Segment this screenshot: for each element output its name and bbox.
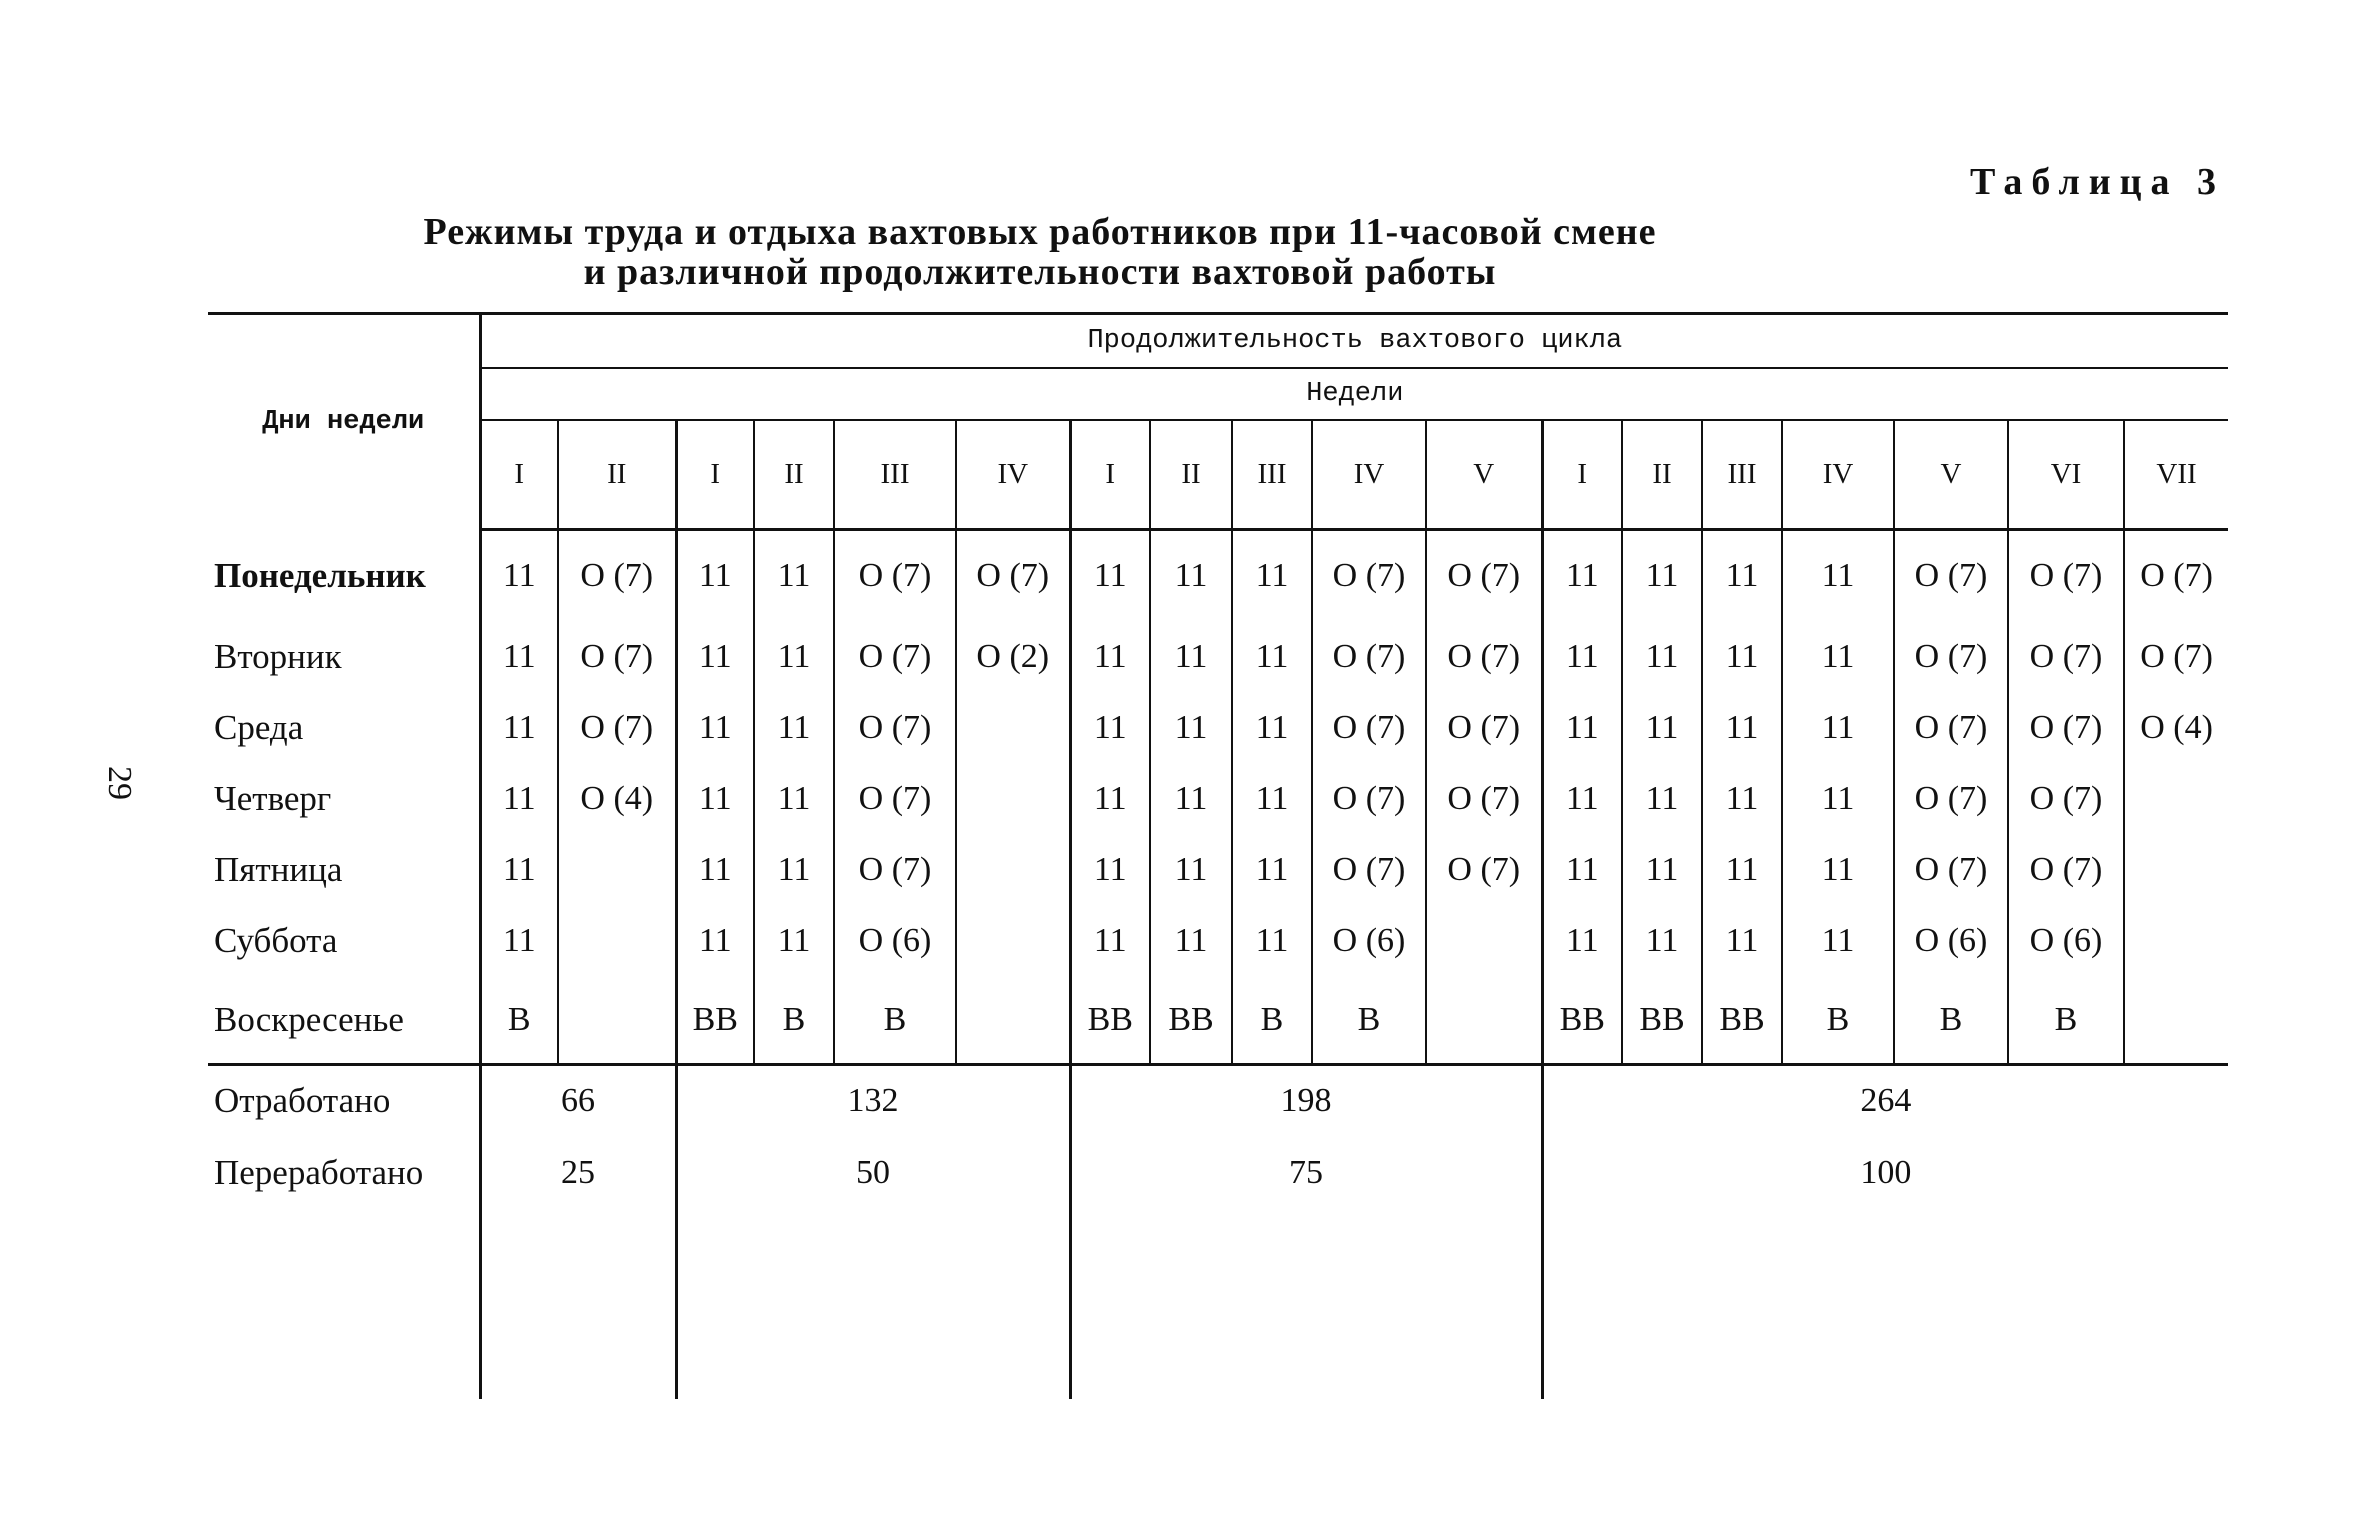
schedule-cell: О (7) xyxy=(2008,764,2124,835)
schedule-cell xyxy=(956,764,1070,835)
page-number: 29 xyxy=(101,766,138,800)
schedule-cell: 11 xyxy=(754,622,834,693)
schedule-cell: 11 xyxy=(480,835,558,906)
worked-value: 66 xyxy=(480,1065,676,1137)
overtime-value: 100 xyxy=(1542,1137,2228,1209)
schedule-cell: О (7) xyxy=(834,835,956,906)
schedule-table xyxy=(208,312,2228,1399)
table-row xyxy=(208,906,2228,977)
week-header-cell: II xyxy=(558,420,676,530)
schedule-cell: О (7) xyxy=(1426,764,1542,835)
table-row xyxy=(208,835,2228,906)
schedule-cell: 11 xyxy=(1702,622,1782,693)
schedule-cell: О (7) xyxy=(1894,835,2008,906)
week-header-cell: I xyxy=(676,420,754,530)
overtime-label: Переработано xyxy=(214,1152,424,1192)
cycle-header: Продолжительность вахтового цикла xyxy=(480,314,2228,368)
schedule-cell: 11 xyxy=(1782,835,1894,906)
schedule-cell: 11 xyxy=(480,622,558,693)
worked-row xyxy=(208,1065,2228,1137)
schedule-cell xyxy=(2124,835,2228,906)
schedule-cell: В xyxy=(1232,977,1312,1065)
schedule-cell: 11 xyxy=(1070,530,1150,622)
week-header-cell: VII xyxy=(2124,420,2228,530)
schedule-cell: 11 xyxy=(1070,906,1150,977)
schedule-cell: 11 xyxy=(1070,764,1150,835)
overtime-row xyxy=(208,1137,2228,1209)
schedule-cell: 11 xyxy=(480,530,558,622)
week-header-cell: I xyxy=(1542,420,1622,530)
schedule-cell: 11 xyxy=(1232,835,1312,906)
schedule-cell xyxy=(558,977,676,1065)
schedule-cell: ВВ xyxy=(1542,977,1622,1065)
schedule-cell: 11 xyxy=(480,906,558,977)
schedule-cell xyxy=(956,835,1070,906)
schedule-cell: О (7) xyxy=(834,622,956,693)
schedule-cell: 11 xyxy=(1622,693,1702,764)
schedule-cell: О (7) xyxy=(1312,693,1426,764)
table-row xyxy=(208,764,2228,835)
week-header-cell: III xyxy=(1232,420,1312,530)
schedule-cell: О (6) xyxy=(1312,906,1426,977)
schedule-cell: О (7) xyxy=(1894,693,2008,764)
schedule-cell: 11 xyxy=(676,622,754,693)
schedule-cell xyxy=(956,977,1070,1065)
schedule-cell: 11 xyxy=(1542,906,1622,977)
schedule-cell: О (7) xyxy=(558,693,676,764)
schedule-cell: 11 xyxy=(1542,835,1622,906)
overtime-value: 50 xyxy=(676,1137,1070,1209)
schedule-cell: О (4) xyxy=(2124,693,2228,764)
schedule-cell: О (6) xyxy=(834,906,956,977)
schedule-cell: 11 xyxy=(1150,622,1232,693)
schedule-cell: О (7) xyxy=(1894,622,2008,693)
schedule-cell: ВВ xyxy=(1070,977,1150,1065)
schedule-cell xyxy=(2124,977,2228,1065)
schedule-cell xyxy=(2124,906,2228,977)
blank-cell xyxy=(208,1209,480,1399)
schedule-cell xyxy=(2124,764,2228,835)
schedule-cell: 11 xyxy=(1782,906,1894,977)
week-header-cell: III xyxy=(834,420,956,530)
week-header-cell: II xyxy=(1150,420,1232,530)
schedule-cell: 11 xyxy=(1702,764,1782,835)
day-name: Среда xyxy=(214,708,304,747)
schedule-cell: В xyxy=(834,977,956,1065)
day-name: Четверг xyxy=(214,779,332,818)
schedule-cell: В xyxy=(1312,977,1426,1065)
schedule-cell: 11 xyxy=(1622,835,1702,906)
schedule-cell: В xyxy=(754,977,834,1065)
schedule-cell: 11 xyxy=(676,530,754,622)
schedule-cell: 11 xyxy=(1542,622,1622,693)
day-name: Воскресенье xyxy=(208,977,480,1065)
week-header-cell: VI xyxy=(2008,420,2124,530)
worked-label: Отработано xyxy=(214,1081,391,1121)
schedule-cell: 11 xyxy=(676,835,754,906)
schedule-cell xyxy=(558,906,676,977)
schedule-cell xyxy=(1426,906,1542,977)
schedule-cell: 11 xyxy=(1782,622,1894,693)
schedule-cell: О (7) xyxy=(1894,530,2008,622)
day-name: Понедельник xyxy=(214,555,426,595)
schedule-cell: ВВ xyxy=(1150,977,1232,1065)
table-row xyxy=(208,622,2228,693)
schedule-cell: 11 xyxy=(754,693,834,764)
schedule-cell: 11 xyxy=(676,906,754,977)
day-name: Пятница xyxy=(214,850,343,889)
week-header-cell: II xyxy=(1622,420,1702,530)
day-name: Вторник xyxy=(214,637,342,676)
schedule-cell: 11 xyxy=(754,764,834,835)
day-name: Суббота xyxy=(214,921,338,960)
blank-row xyxy=(208,1209,2228,1399)
weeks-header: Недели xyxy=(480,368,2228,420)
blank-cell xyxy=(1070,1209,1542,1399)
worked-value: 264 xyxy=(1542,1065,2228,1137)
schedule-cell: О (6) xyxy=(2008,906,2124,977)
schedule-cell: 11 xyxy=(1702,693,1782,764)
schedule-cell: 11 xyxy=(1702,906,1782,977)
schedule-cell: О (7) xyxy=(834,530,956,622)
schedule-cell: 11 xyxy=(1542,530,1622,622)
schedule-cell: О (7) xyxy=(1426,622,1542,693)
schedule-cell: ВВ xyxy=(1622,977,1702,1065)
schedule-cell: О (7) xyxy=(2124,622,2228,693)
schedule-cell: О (7) xyxy=(1312,764,1426,835)
schedule-cell: В xyxy=(2008,977,2124,1065)
schedule-cell: О (7) xyxy=(834,693,956,764)
blank-cell xyxy=(1542,1209,2228,1399)
schedule-cell: 11 xyxy=(676,693,754,764)
schedule-cell: 11 xyxy=(1232,906,1312,977)
schedule-cell: 11 xyxy=(1150,835,1232,906)
week-header-cell: V xyxy=(1426,420,1542,530)
schedule-cell: В xyxy=(1894,977,2008,1065)
schedule-cell: 11 xyxy=(1150,764,1232,835)
schedule-cell: 11 xyxy=(1782,530,1894,622)
schedule-cell: 11 xyxy=(1150,530,1232,622)
schedule-cell: 11 xyxy=(1150,693,1232,764)
worked-value: 132 xyxy=(676,1065,1070,1137)
schedule-cell: 11 xyxy=(1542,764,1622,835)
schedule-cell: О (6) xyxy=(1894,906,2008,977)
week-header-cell: V xyxy=(1894,420,2008,530)
schedule-cell: 11 xyxy=(1232,693,1312,764)
title-line-1: Режимы труда и отдыха вахтовых работников при 11-часовой смене xyxy=(423,211,1657,253)
table-label: Таблица 3 xyxy=(1970,161,2226,203)
schedule-cell: ВВ xyxy=(1702,977,1782,1065)
schedule-cell xyxy=(956,906,1070,977)
blank-cell xyxy=(480,1209,676,1399)
schedule-cell: О (2) xyxy=(956,622,1070,693)
week-header-cell: IV xyxy=(1782,420,1894,530)
schedule-cell: О (7) xyxy=(2008,835,2124,906)
week-header-cell: II xyxy=(754,420,834,530)
schedule-cell: 11 xyxy=(754,835,834,906)
schedule-cell: О (4) xyxy=(558,764,676,835)
schedule-cell: 11 xyxy=(1702,530,1782,622)
schedule-cell: 11 xyxy=(1232,764,1312,835)
week-header-cell: III xyxy=(1702,420,1782,530)
overtime-value: 25 xyxy=(480,1137,676,1209)
schedule-cell: 11 xyxy=(480,764,558,835)
schedule-cell: О (7) xyxy=(558,530,676,622)
schedule-cell: О (7) xyxy=(2008,622,2124,693)
schedule-cell: 11 xyxy=(1070,835,1150,906)
schedule-cell: О (7) xyxy=(1894,764,2008,835)
schedule-cell: О (7) xyxy=(558,622,676,693)
schedule-cell: О (7) xyxy=(834,764,956,835)
week-header-cell: IV xyxy=(1312,420,1426,530)
schedule-cell: 11 xyxy=(1782,764,1894,835)
week-header-cell: IV xyxy=(956,420,1070,530)
schedule-cell: 11 xyxy=(1542,693,1622,764)
overtime-value: 75 xyxy=(1070,1137,1542,1209)
days-header: Дни недели xyxy=(208,314,480,530)
schedule-cell: О (7) xyxy=(1426,693,1542,764)
schedule-cell xyxy=(558,835,676,906)
schedule-cell: О (7) xyxy=(956,530,1070,622)
schedule-cell: 11 xyxy=(1070,622,1150,693)
schedule-cell: О (7) xyxy=(1426,530,1542,622)
schedule-cell: 11 xyxy=(754,906,834,977)
schedule-cell xyxy=(1426,977,1542,1065)
schedule-cell: 11 xyxy=(1232,622,1312,693)
schedule-cell: 11 xyxy=(480,693,558,764)
title-line-2: и различной продолжительности вахтовой работы xyxy=(583,251,1497,293)
schedule-cell: О (7) xyxy=(1312,530,1426,622)
schedule-cell: 11 xyxy=(1622,622,1702,693)
schedule-cell: О (7) xyxy=(1312,835,1426,906)
schedule-cell: 11 xyxy=(1070,693,1150,764)
schedule-cell: 11 xyxy=(1782,693,1894,764)
schedule-cell: 11 xyxy=(1622,764,1702,835)
schedule-cell: О (7) xyxy=(2008,693,2124,764)
table-row xyxy=(208,530,2228,622)
schedule-cell: В xyxy=(480,977,558,1065)
schedule-cell xyxy=(956,693,1070,764)
table-row xyxy=(208,977,2228,1065)
schedule-cell: О (7) xyxy=(2124,530,2228,622)
worked-value: 198 xyxy=(1070,1065,1542,1137)
schedule-cell: О (7) xyxy=(1312,622,1426,693)
schedule-cell: 11 xyxy=(676,764,754,835)
schedule-cell: 11 xyxy=(1150,906,1232,977)
week-header-cell: I xyxy=(480,420,558,530)
table-title xyxy=(210,212,1870,292)
schedule-cell: О (7) xyxy=(1426,835,1542,906)
schedule-cell: О (7) xyxy=(2008,530,2124,622)
schedule-cell: В xyxy=(1782,977,1894,1065)
schedule-cell: 11 xyxy=(754,530,834,622)
schedule-cell: 11 xyxy=(1622,906,1702,977)
week-header-cell: I xyxy=(1070,420,1150,530)
schedule-cell: 11 xyxy=(1622,530,1702,622)
schedule-cell: 11 xyxy=(1702,835,1782,906)
table-row xyxy=(208,693,2228,764)
schedule-cell: 11 xyxy=(1232,530,1312,622)
blank-cell xyxy=(676,1209,1070,1399)
schedule-cell: ВВ xyxy=(676,977,754,1065)
